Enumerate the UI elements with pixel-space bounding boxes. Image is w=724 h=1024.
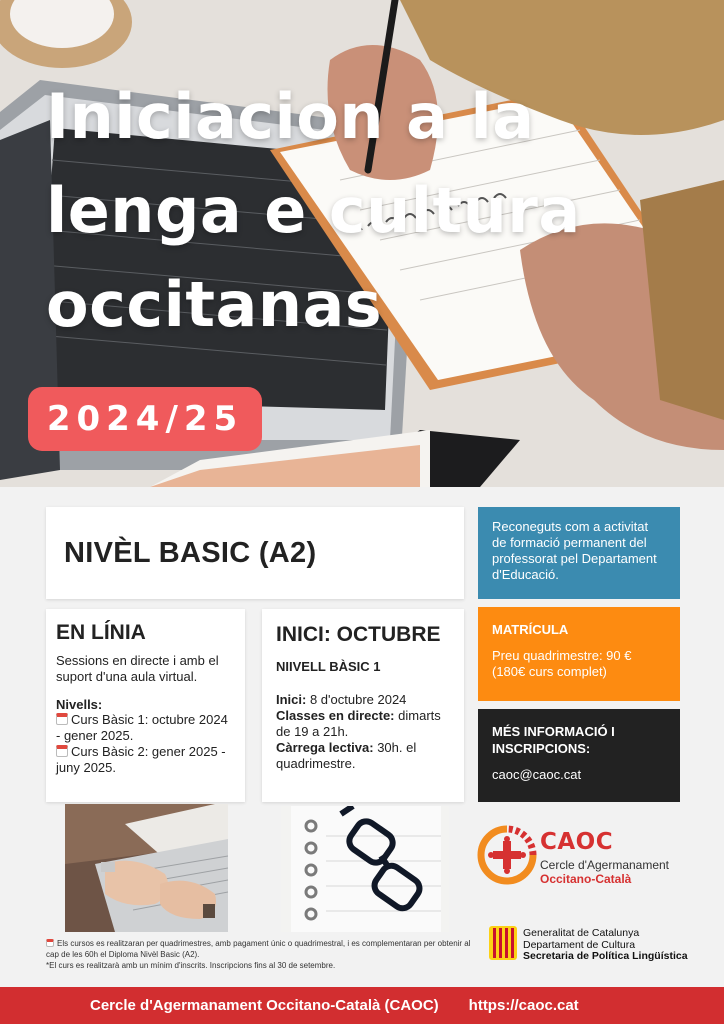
footnote-1-text: Els cursos es realitzaran per quadrimestres, amb pagament únic o quadrimestral, i es complementaran per obtenir al cap de les 60h el Diploma Nivèl Basic (A2). [46, 939, 471, 959]
info-email[interactable]: caoc@caoc.cat [492, 767, 582, 782]
calendar-icon [46, 939, 54, 947]
hero-title-line-1: Iniciacion a la [46, 80, 535, 153]
notebook-glasses-photo [281, 806, 449, 932]
workload-info [276, 740, 450, 772]
level-title: NIVÈL BASIC (A2) [64, 536, 317, 569]
recognition-text: Reconeguts com a activitat de formació permanent del professorat pel Departament d'Educació. [492, 519, 657, 582]
level-item-1-text: Curs Bàsic 1: octubre 2024 - gener 2025. [56, 712, 228, 743]
info-box [478, 709, 680, 802]
registration-price: Preu quadrimestre: 90 € (180€ curs complet) [492, 648, 632, 679]
online-description: Sessions en directe i amb el suport d'una aula virtual. [56, 653, 219, 684]
footnotes [46, 938, 476, 971]
workload-value: 30h. el quadrimestre. [276, 740, 417, 771]
registration-box [478, 607, 680, 701]
caoc-name: CAOC [540, 829, 614, 855]
year-badge: 2024/25 [28, 387, 262, 451]
footer-org: Cercle d'Agermanament Occitano-Català (CAOC) [90, 997, 439, 1014]
classes-label: Classes en directe: [276, 708, 395, 723]
level-item-2 [56, 744, 235, 776]
classes-info [276, 708, 450, 740]
hero-section [0, 0, 724, 487]
footer-bar [0, 987, 724, 1024]
footer-url-link[interactable]: https://caoc.cat [468, 997, 579, 1014]
generalitat-text [523, 928, 688, 963]
recognition-box [478, 507, 680, 599]
classes-value: dimarts de 19 a 21h. [276, 708, 441, 739]
caoc-logo [477, 825, 697, 887]
registration-heading: MATRÍCULA [492, 622, 569, 637]
level-item-1 [56, 712, 235, 744]
workload-label: Càrrega lectiva: [276, 740, 374, 755]
generalitat-line-2: Departament de Cultura [523, 938, 636, 951]
start-card [262, 609, 464, 802]
level-card [46, 507, 464, 599]
footnote-1 [46, 938, 476, 960]
start-date-value: 8 d'octubre 2024 [309, 692, 407, 707]
start-date-label: Inici: [276, 692, 307, 707]
generalitat-line-3: Secretaria de Política Lingüística [523, 950, 688, 962]
senyera-icon [489, 926, 517, 960]
calendar-icon [56, 713, 68, 725]
caoc-subtitle-1: Cercle d'Agermanament [540, 858, 670, 872]
level-item-2-text: Curs Bàsic 2: gener 2025 - juny 2025. [56, 744, 226, 775]
caoc-subtitle-2: Occitano-Català [540, 872, 632, 886]
calendar-icon [56, 745, 68, 757]
info-heading: MÉS INFORMACIÓ I INSCRIPCIONS: [492, 724, 615, 756]
occitan-cross-icon [477, 825, 537, 885]
generalitat-logo [489, 926, 711, 964]
hero-title [46, 70, 686, 352]
hero-title-line-3: occitanas [46, 268, 383, 341]
start-title: INICI: OCTUBRE [276, 623, 441, 646]
levels-heading: Nivells: [56, 697, 103, 712]
online-title: EN LÍNIA [56, 621, 146, 644]
start-subtitle: NIIVELL BÀSIC 1 [276, 659, 381, 674]
generalitat-line-1: Generalitat de Catalunya [523, 927, 640, 939]
online-card [46, 609, 245, 802]
footnote-2: *El curs es realitzarà amb un mínim d'inscrits. Inscripcions fins al 30 de setembre. [46, 961, 336, 970]
start-date [276, 692, 450, 708]
hero-title-line-2: lenga e cultura [46, 174, 581, 247]
laptop-typing-photo [65, 804, 228, 932]
